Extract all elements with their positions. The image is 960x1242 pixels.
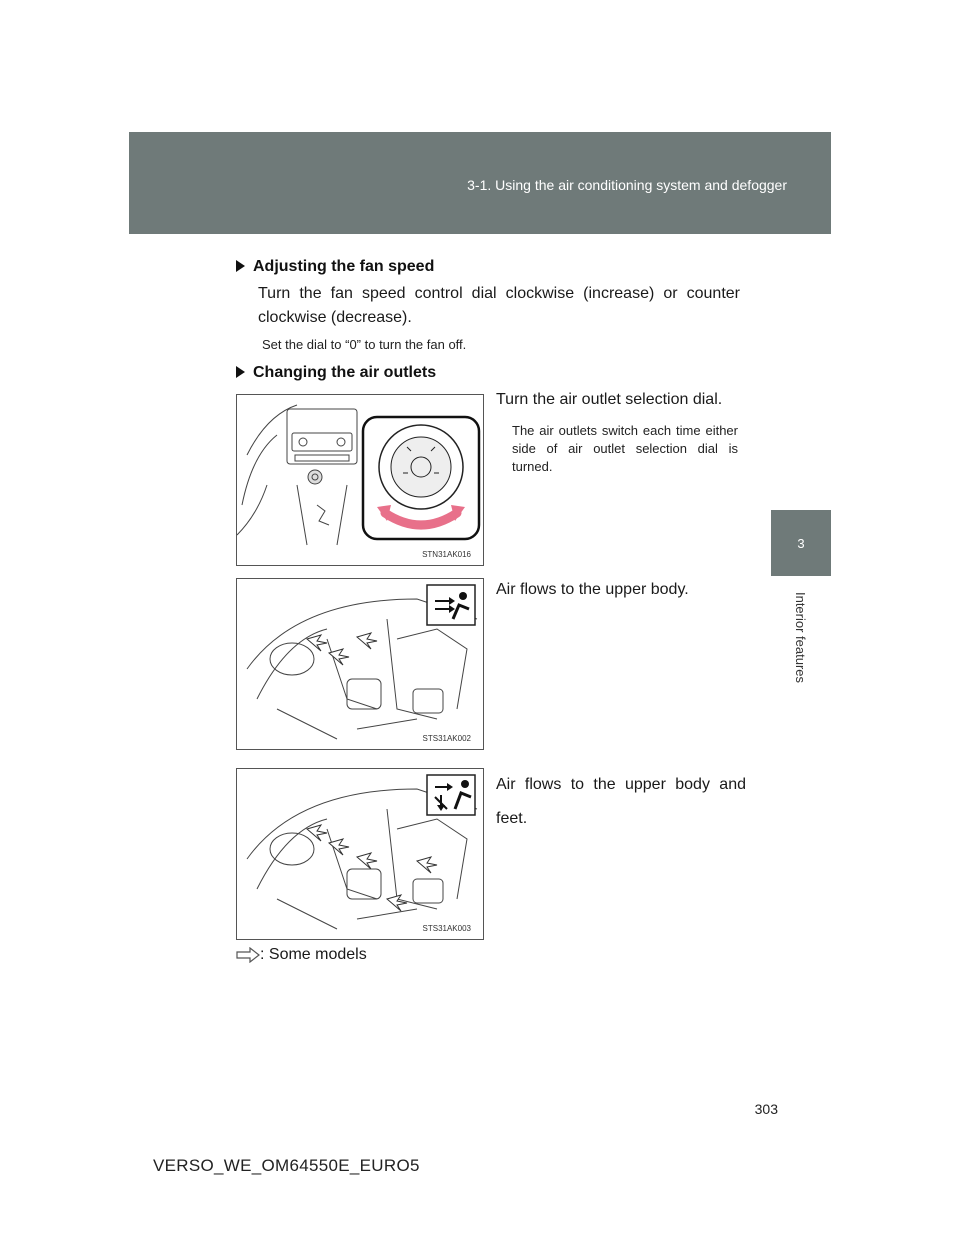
chapter-title: Interior features [793, 591, 809, 683]
page-number: 303 [754, 1101, 778, 1117]
some-models-note [236, 946, 367, 964]
figure-code: STS31AK002 [422, 734, 471, 743]
upper-body-text: Air flows to the upper body. [496, 581, 689, 598]
air-outlets-heading: Changing the air outlets [236, 364, 436, 382]
fan-speed-body: Turn the fan speed control dial clockwise (increase) or counter clockwise (decrease). [258, 285, 740, 326]
figure-code: STS31AK003 [422, 924, 471, 933]
air-outlets-instruction: Turn the air outlet selection dial. [496, 391, 723, 408]
section-title: 3-1. Using the air conditioning system and defogger [467, 177, 787, 193]
cabin-bilevel-airflow-illustration [237, 769, 483, 939]
fan-speed-heading: Adjusting the fan speed [236, 258, 434, 276]
bullet-icon [236, 260, 245, 272]
cabin-airflow-illustration [237, 579, 483, 749]
upper-body-feet-figure [236, 768, 484, 940]
figure-code: STN31AK016 [422, 550, 471, 559]
dial-figure [236, 394, 484, 566]
fan-speed-note: Set the dial to “0” to turn the fan off. [262, 337, 467, 352]
bullet-icon [236, 366, 245, 378]
upper-body-feet-text: Air flows to the upper body and feet. [496, 776, 746, 827]
some-models-text: : Some models [260, 946, 367, 963]
document-code: VERSO_WE_OM64550E_EURO5 [153, 1156, 420, 1175]
outline-arrow-icon [236, 947, 260, 963]
section-header [129, 132, 831, 234]
chapter-tab-number: 3 [771, 510, 831, 576]
chapter-tab-label [771, 582, 831, 692]
dashboard-dial-illustration [237, 395, 483, 565]
upper-body-figure [236, 578, 484, 750]
air-outlets-note: The air outlets switch each time either side of air outlet selection dial is turned. [512, 423, 738, 474]
